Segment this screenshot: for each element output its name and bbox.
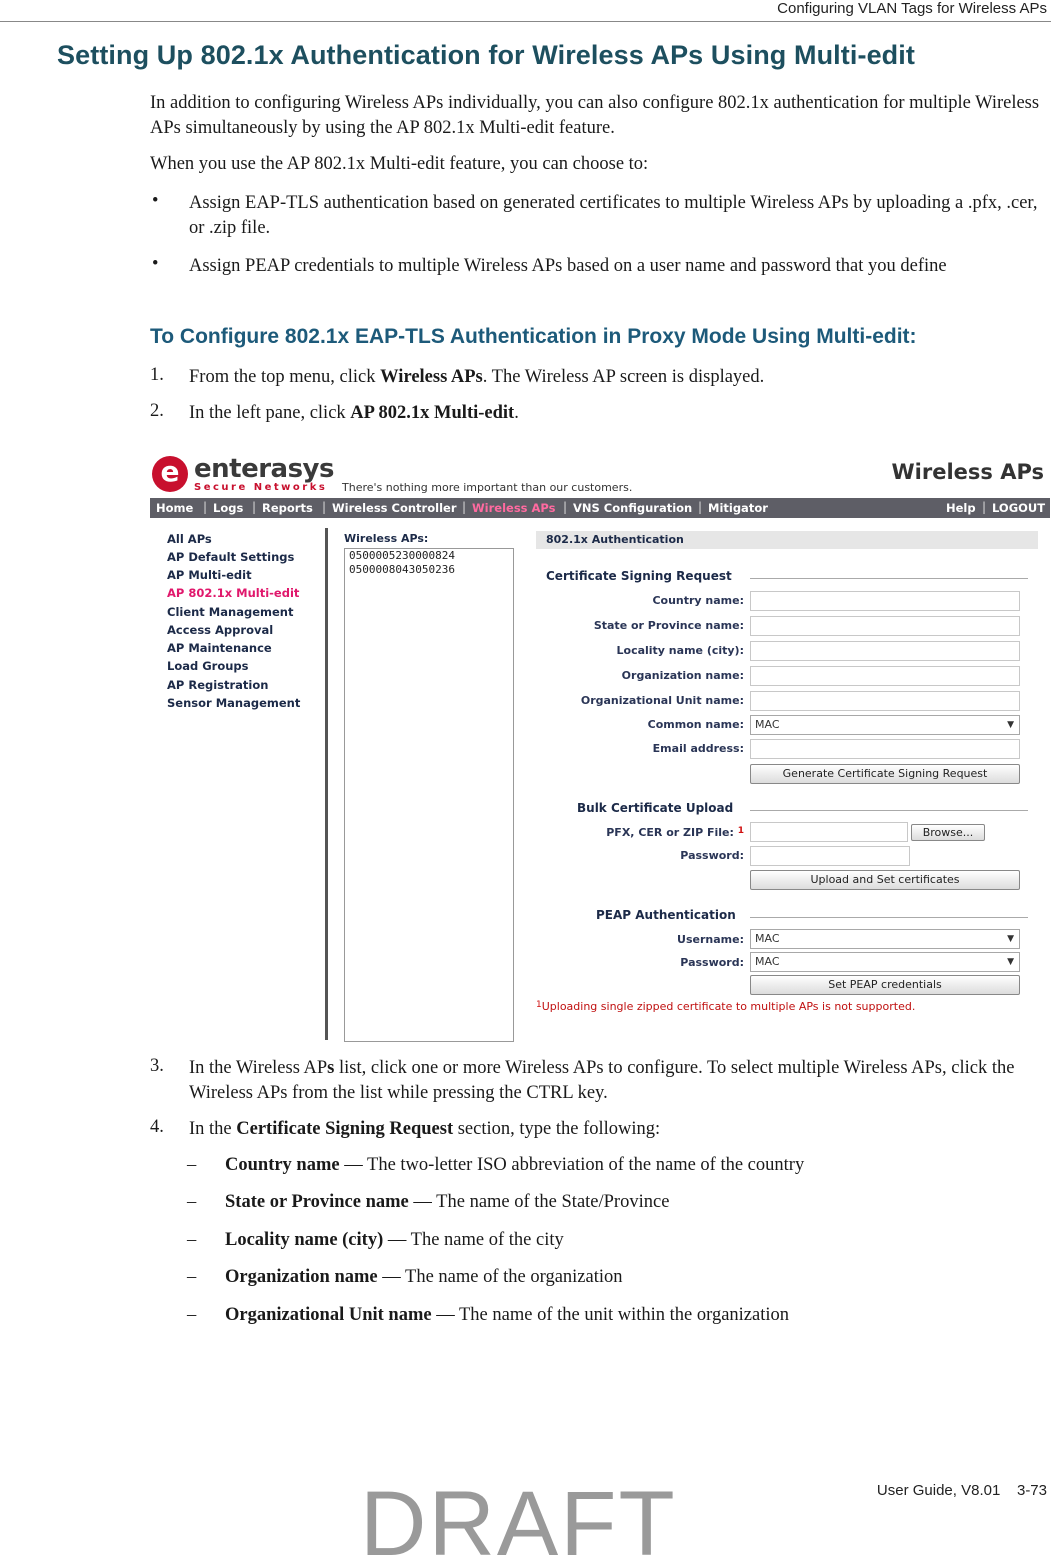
org-unit-label: Organizational Unit name: — [580, 694, 744, 707]
app-title: Wireless APs — [891, 460, 1044, 484]
nav-separator: | — [698, 500, 703, 514]
chevron-down-icon: ▼ — [1007, 957, 1014, 967]
dash-marker: – — [187, 1192, 197, 1212]
nav-wireless-aps[interactable]: Wireless APs — [472, 501, 556, 515]
peap-username-label: Username: — [677, 933, 744, 946]
locality-label: Locality name (city): — [616, 644, 744, 657]
nav-separator: | — [252, 500, 257, 514]
chevron-down-icon: ▼ — [1007, 720, 1014, 730]
organization-input[interactable] — [750, 666, 1020, 686]
intro-paragraph-2: When you use the AP 802.1x Multi-edit feature, you can choose to: — [150, 154, 649, 174]
peap-rule — [750, 917, 1028, 918]
procedure-heading: To Configure 802.1x EAP-TLS Authentication in Proxy Mode Using Multi-edit: — [150, 325, 917, 348]
left-nav-ap-default-settings[interactable]: AP Default Settings — [167, 550, 295, 564]
left-nav-all-aps[interactable]: All APs — [167, 532, 212, 546]
footnote — [536, 1000, 915, 1013]
step-number: 1. — [150, 365, 164, 385]
pane-divider[interactable] — [325, 528, 328, 1040]
common-name-value: MAC — [755, 718, 780, 731]
set-peap-button[interactable]: Set PEAP credentials — [750, 975, 1020, 995]
enterasys-logo-icon: e — [152, 456, 188, 492]
peap-password-value: MAC — [755, 955, 780, 968]
browse-button[interactable]: Browse... — [911, 824, 985, 841]
nav-wireless-controller[interactable]: Wireless Controller — [332, 501, 457, 515]
left-nav-access-approval[interactable]: Access Approval — [167, 623, 274, 637]
state-province-input[interactable] — [750, 616, 1020, 636]
peap-password-label: Password: — [680, 956, 744, 969]
peap-password-select[interactable] — [750, 952, 1020, 972]
bulk-upload-title: Bulk Certificate Upload — [577, 801, 734, 815]
upload-certificates-button[interactable]: Upload and Set certificates — [750, 870, 1020, 890]
wireless-aps-label: Wireless APs: — [344, 532, 429, 545]
nav-home[interactable]: Home — [156, 501, 194, 515]
sub-item-locality: Locality name (city) — The name of the city — [225, 1230, 564, 1250]
top-nav-bar — [150, 498, 1050, 518]
nav-separator: | — [462, 500, 467, 514]
bulk-password-label: Password: — [680, 849, 744, 862]
step-4: In the Certificate Signing Request section, type the following: — [189, 1119, 661, 1139]
step-1: From the top menu, click Wireless APs. The Wireless AP screen is displayed. — [189, 367, 765, 387]
footnote-text: Uploading single zipped certificate to multiple APs is not supported. — [541, 1000, 916, 1013]
step-2: In the left pane, click AP 802.1x Multi-edit. — [189, 403, 519, 423]
bullet-item-2: Assign PEAP credentials to multiple Wireless APs based on a user name and password that you define — [189, 256, 947, 276]
sub-item-state: State or Province name — The name of the State/Province — [225, 1192, 670, 1212]
dash-marker: – — [187, 1267, 197, 1287]
nav-help[interactable]: Help — [946, 501, 976, 515]
nav-mitigator[interactable]: Mitigator — [708, 501, 768, 515]
country-name-label: Country name: — [652, 594, 744, 607]
generate-csr-button[interactable]: Generate Certificate Signing Request — [750, 764, 1020, 784]
bullet-marker: • — [152, 191, 159, 211]
footnote-mark: 1 — [737, 826, 744, 836]
peap-title: PEAP Authentication — [596, 908, 736, 922]
common-name-label: Common name: — [647, 718, 744, 731]
draft-watermark: DRAFT — [360, 1473, 677, 1555]
section-header-bar — [536, 531, 1038, 549]
bulk-rule — [750, 810, 1028, 811]
step-number: 3. — [150, 1056, 164, 1076]
csr-title: Certificate Signing Request — [546, 569, 732, 583]
nav-separator: | — [203, 500, 208, 514]
header-rule — [0, 21, 1051, 22]
csr-rule — [750, 578, 1028, 579]
wireless-aps-screenshot — [150, 448, 1050, 1042]
locality-input[interactable] — [750, 641, 1020, 661]
common-name-select[interactable] — [750, 715, 1020, 735]
file-input[interactable] — [750, 822, 908, 842]
running-head: Configuring VLAN Tags for Wireless APs — [777, 0, 1047, 17]
step-number: 2. — [150, 401, 164, 421]
left-nav-ap-registration[interactable]: AP Registration — [167, 678, 269, 692]
logo-subtitle: Secure Networks — [194, 482, 328, 493]
left-nav-sensor-management[interactable]: Sensor Management — [167, 696, 301, 710]
list-item[interactable]: 0500005230000824 — [349, 549, 455, 562]
page-footer: User Guide, V8.01 3-73 — [876, 1482, 1047, 1499]
nav-logs[interactable]: Logs — [213, 501, 244, 515]
nav-logout[interactable]: LOGOUT — [992, 501, 1046, 515]
bulk-password-input[interactable] — [750, 846, 910, 866]
left-nav-ap-maintenance[interactable]: AP Maintenance — [167, 641, 272, 655]
nav-separator: | — [563, 500, 568, 514]
peap-username-select[interactable] — [750, 929, 1020, 949]
org-unit-input[interactable] — [750, 691, 1020, 711]
organization-label: Organization name: — [621, 669, 744, 682]
email-input[interactable] — [750, 739, 1020, 759]
state-province-label: State or Province name: — [593, 619, 744, 632]
intro-paragraph-1: In addition to configuring Wireless APs individually, you can also configure 802.1x authentication for multiple Wireless APs simultaneously by using the AP 802.1x Multi-edit feature. — [150, 93, 1040, 138]
file-label: PFX, CER or ZIP File: $^1$ — [606, 826, 744, 839]
left-nav-load-groups[interactable]: Load Groups — [167, 659, 249, 673]
footnote-mark: 1 — [536, 1000, 542, 1010]
wireless-aps-list[interactable] — [344, 548, 514, 1042]
country-name-input[interactable] — [750, 591, 1020, 611]
left-nav-ap-8021x-multi-edit[interactable]: AP 802.1x Multi-edit — [167, 586, 300, 600]
tagline: There's nothing more important than our customers. — [342, 481, 633, 494]
sub-item-org-unit: Organizational Unit name — The name of the unit within the organization — [225, 1305, 790, 1325]
email-label: Email address: — [652, 742, 744, 755]
step-3: In the Wireless APs list, click one or more Wireless APs to configure. To select multiple Wireless APs, click the Wireless APs from the list while pressing the CTRL key. — [189, 1058, 1015, 1103]
dash-marker: – — [187, 1230, 197, 1250]
nav-separator: | — [982, 500, 987, 514]
logo-text: enterasys — [194, 454, 334, 484]
section-title: 802.1x Authentication — [546, 533, 684, 546]
step-number: 4. — [150, 1117, 164, 1137]
section-heading: Setting Up 802.1x Authentication for Wireless APs Using Multi-edit — [57, 40, 915, 70]
peap-username-value: MAC — [755, 932, 780, 945]
chevron-down-icon: ▼ — [1007, 934, 1014, 944]
nav-separator: | — [322, 500, 327, 514]
sub-item-organization: Organization name — The name of the organization — [225, 1267, 623, 1287]
nav-reports[interactable]: Reports — [262, 501, 313, 515]
dash-marker: – — [187, 1155, 197, 1175]
bullet-item-1: Assign EAP-TLS authentication based on generated certificates to multiple Wireless APs by uploading a .pfx, .cer, or .zip file. — [189, 193, 1038, 238]
bullet-marker: • — [152, 254, 159, 274]
left-nav-client-management[interactable]: Client Management — [167, 605, 294, 619]
left-nav-ap-multi-edit[interactable]: AP Multi-edit — [167, 568, 252, 582]
sub-item-country: Country name — The two-letter ISO abbreviation of the name of the country — [225, 1155, 805, 1175]
nav-vns-configuration[interactable]: VNS Configuration — [573, 501, 693, 515]
list-item[interactable]: 0500008043050236 — [349, 563, 455, 576]
dash-marker: – — [187, 1305, 197, 1325]
